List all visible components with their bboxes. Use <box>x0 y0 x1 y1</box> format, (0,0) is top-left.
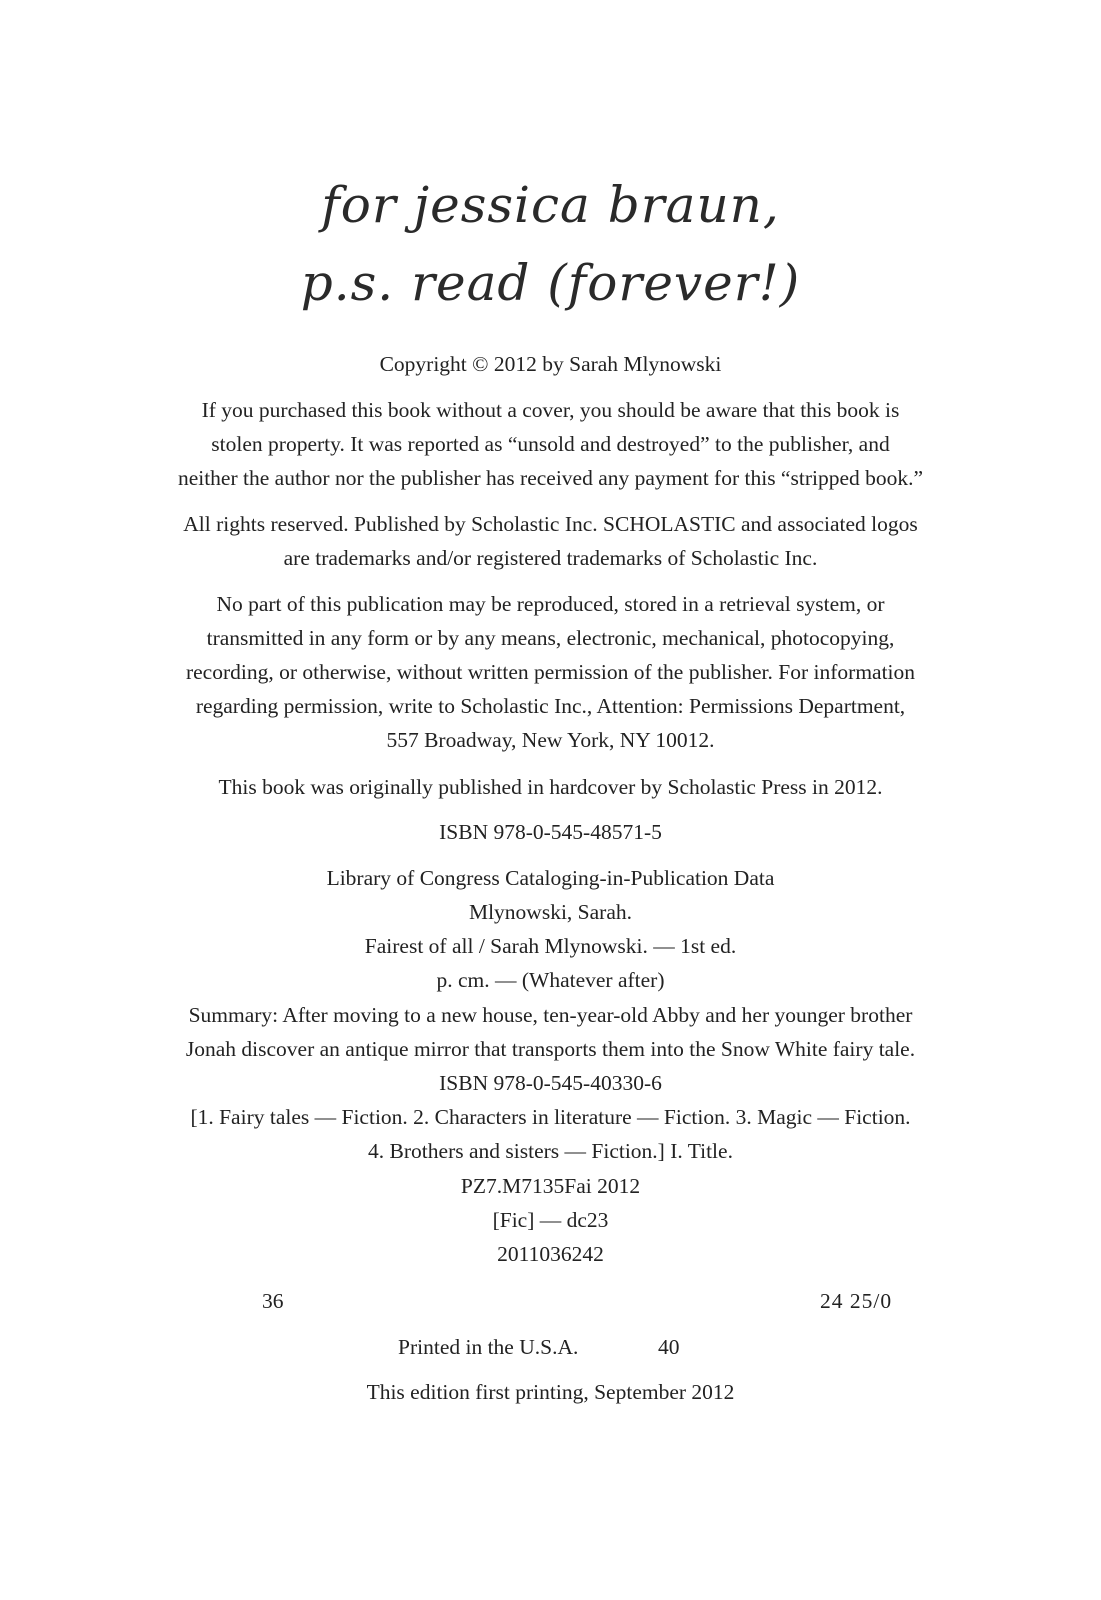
cip-line: 2011036242 <box>497 1242 604 1266</box>
edition-note: This edition first printing, September 2012 <box>366 1380 735 1404</box>
printed-number: 40 <box>658 1335 680 1359</box>
reproduction-line: 557 Broadway, New York, NY 10012. <box>386 728 715 752</box>
reproduction-line: transmitted in any form or by any means, electronic, mechanical, photocopying, <box>206 626 895 650</box>
dedication-line-1: for jessica braun, <box>321 176 780 234</box>
cip-line: [Fic] — dc23 <box>492 1208 609 1232</box>
printing-number-left: 36 <box>262 1289 284 1313</box>
cip-line: Library of Congress Cataloging-in-Publication Data <box>326 866 775 890</box>
cip-line: 4. Brothers and sisters — Fiction.] I. Title. <box>368 1139 733 1163</box>
cip-line: Summary: After moving to a new house, ten-year-old Abby and her younger brother <box>188 1003 913 1027</box>
reproduction-line: regarding permission, write to Scholastic Inc., Attention: Permissions Department, <box>195 694 906 718</box>
rights-line: All rights reserved. Published by Scholastic Inc. SCHOLASTIC and associated logos <box>183 512 918 536</box>
printed-in: Printed in the U.S.A. <box>398 1335 579 1359</box>
dedication-line-2: p.s. read (forever!) <box>300 254 801 312</box>
cip-line: Fairest of all / Sarah Mlynowski. — 1st ed. <box>364 934 737 958</box>
copyright-notice: Copyright © 2012 by Sarah Mlynowski <box>379 352 722 376</box>
isbn: ISBN 978-0-545-48571-5 <box>439 820 662 844</box>
reproduction-line: No part of this publication may be reproduced, stored in a retrieval system, or <box>216 592 885 616</box>
cip-line: Mlynowski, Sarah. <box>468 900 633 924</box>
cip-line: Jonah discover an antique mirror that transports them into the Snow White fairy tale. <box>185 1037 916 1061</box>
printing-number-right: 24 25/0 <box>820 1289 893 1313</box>
cip-line: PZ7.M7135Fai 2012 <box>460 1174 641 1198</box>
cip-line: [1. Fairy tales — Fiction. 2. Characters in literature — Fiction. 3. Magic — Fiction. <box>190 1105 911 1129</box>
stripped-notice-line: neither the author nor the publisher has received any payment for this “stripped book.” <box>177 466 924 490</box>
stripped-notice-line: If you purchased this book without a cover, you should be aware that this book is <box>201 398 900 422</box>
rights-line: are trademarks and/or registered trademarks of Scholastic Inc. <box>283 546 818 570</box>
cip-line: p. cm. — (Whatever after) <box>436 968 665 992</box>
original-publication: This book was originally published in hardcover by Scholastic Press in 2012. <box>218 775 883 799</box>
stripped-notice-line: stolen property. It was reported as “unsold and destroyed” to the publisher, and <box>211 432 890 456</box>
reproduction-line: recording, or otherwise, without written permission of the publisher. For information <box>185 660 916 684</box>
cip-line: ISBN 978-0-545-40330-6 <box>439 1071 662 1095</box>
